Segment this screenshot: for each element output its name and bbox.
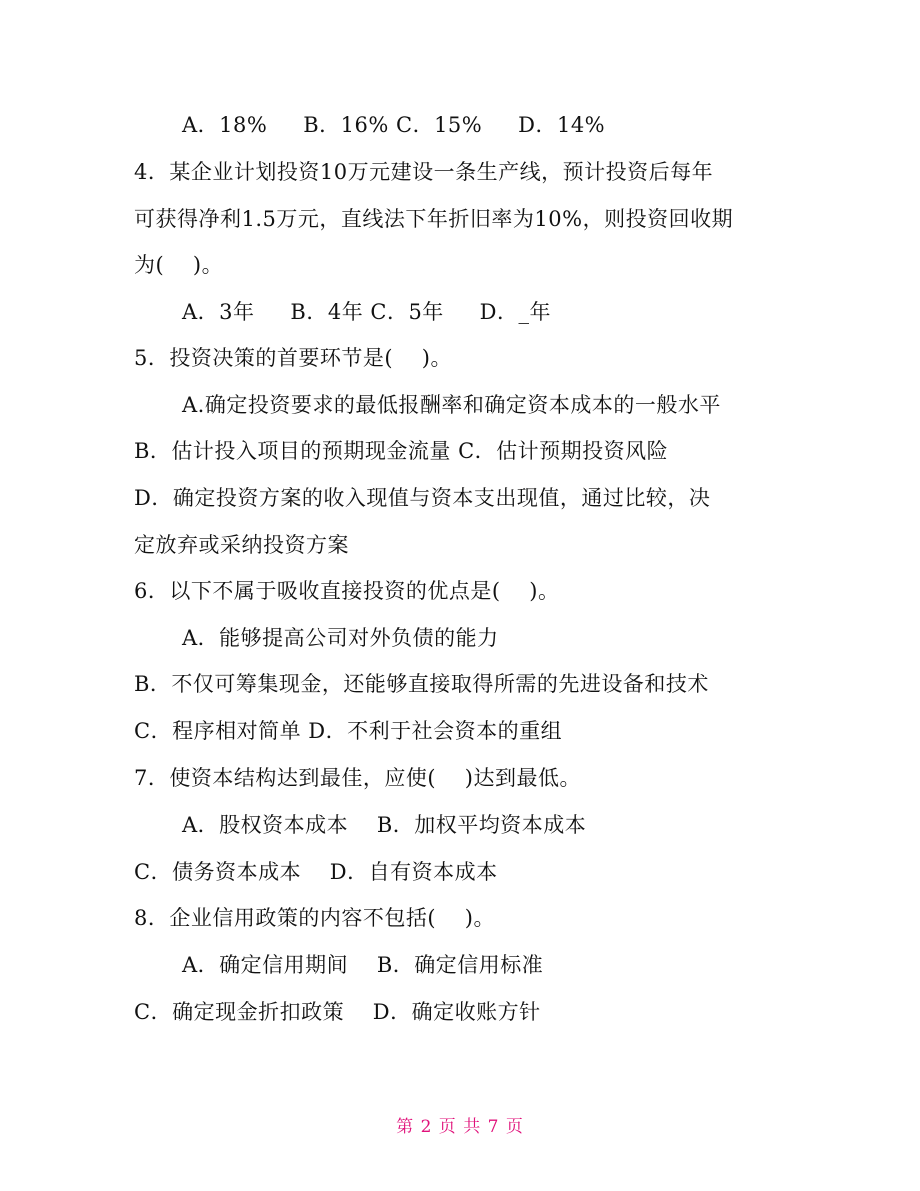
- q5-text: 5．投资决策的首要环节是( )。: [134, 346, 452, 370]
- q8-option-a-b: A．确定信用期间 B．确定信用标准: [182, 953, 544, 977]
- q3-options: A．18% B．16% C．15% D．14%: [182, 113, 606, 137]
- page-footer: 第 2 页 共 7 页: [396, 1117, 524, 1137]
- q6-option-a: A．能够提高公司对外负债的能力: [182, 626, 499, 650]
- q7-text: 7．使资本结构达到最佳，应使( )达到最低。: [134, 766, 581, 790]
- q5-option-b-c: B．估计投入项目的预期现金流量 C．估计预期投资风险: [134, 439, 669, 463]
- q6-option-b: B．不仅可筹集现金，还能够直接取得所需的先进设备和技术: [134, 672, 709, 696]
- q8-option-c-d: C．确定现金折扣政策 D．确定收账方针: [134, 1000, 541, 1024]
- q5-option-d-line-1: D．确定投资方案的收入现值与资本支出现值，通过比较，决: [134, 486, 711, 510]
- q5-option-d-line-2: 定放弃或采纳投资方案: [134, 533, 349, 557]
- q7-option-c-d: C．债务资本成本 D．自有资本成本: [134, 860, 498, 884]
- q4-text-line-1: 4．某企业计划投资10万元建设一条生产线，预计投资后每年: [134, 160, 714, 184]
- q7-option-a-b: A．股权资本成本 B．加权平均资本成本: [182, 813, 587, 837]
- q8-text: 8．企业信用政策的内容不包括( )。: [134, 906, 495, 930]
- q4-text-line-2: 可获得净利1.5万元，直线法下年折旧率为10%，则投资回收期: [134, 207, 734, 231]
- q6-text: 6．以下不属于吸收直接投资的优点是( )。: [134, 579, 560, 603]
- q5-option-a: A.确定投资要求的最低报酬率和确定资本成本的一般水平: [182, 393, 721, 417]
- q4-text-line-3: 为( )。: [134, 253, 224, 277]
- q4-options: A．3年 B．4年 C．5年 D．_年: [182, 300, 552, 324]
- q6-option-c-d: C．程序相对简单 D．不利于社会资本的重组: [134, 719, 563, 743]
